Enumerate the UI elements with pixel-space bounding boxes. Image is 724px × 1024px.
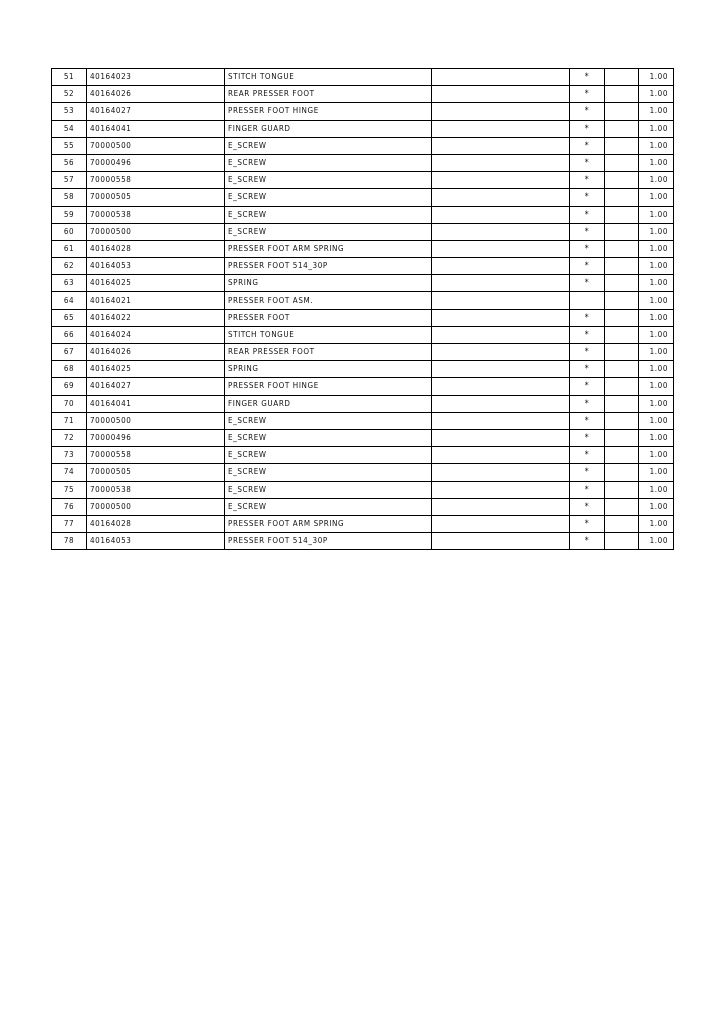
parts-list-table — [51, 68, 674, 550]
quantity-cell: 1.00 — [639, 326, 674, 343]
part-number-cell: 70000500 — [87, 137, 225, 154]
table-row — [52, 464, 674, 481]
mark-cell: * — [570, 206, 605, 223]
mark-cell: * — [570, 326, 605, 343]
description-cell: E_SCREW — [225, 481, 432, 498]
mark-cell: * — [570, 464, 605, 481]
remark-cell — [432, 412, 570, 429]
remark-cell — [432, 154, 570, 171]
blank-cell — [605, 137, 639, 154]
remark-cell — [432, 103, 570, 120]
item-number-cell: 74 — [52, 464, 87, 481]
table-row — [52, 120, 674, 137]
blank-cell — [605, 447, 639, 464]
description-cell: E_SCREW — [225, 206, 432, 223]
quantity-cell: 1.00 — [639, 240, 674, 257]
part-number-cell: 40164022 — [87, 309, 225, 326]
part-number-cell: 40164027 — [87, 103, 225, 120]
remark-cell — [432, 326, 570, 343]
item-number-cell: 55 — [52, 137, 87, 154]
mark-cell: * — [570, 412, 605, 429]
mark-cell: * — [570, 447, 605, 464]
mark-cell: * — [570, 120, 605, 137]
item-number-cell: 75 — [52, 481, 87, 498]
table-row — [52, 326, 674, 343]
table-row — [52, 429, 674, 446]
item-number-cell: 67 — [52, 344, 87, 361]
quantity-cell: 1.00 — [639, 137, 674, 154]
part-number-cell: 40164025 — [87, 361, 225, 378]
description-cell: REAR PRESSER FOOT — [225, 344, 432, 361]
part-number-cell: 70000500 — [87, 498, 225, 515]
mark-cell: * — [570, 258, 605, 275]
item-number-cell: 76 — [52, 498, 87, 515]
item-number-cell: 71 — [52, 412, 87, 429]
quantity-cell: 1.00 — [639, 172, 674, 189]
item-number-cell: 72 — [52, 429, 87, 446]
blank-cell — [605, 86, 639, 103]
quantity-cell: 1.00 — [639, 498, 674, 515]
description-cell: E_SCREW — [225, 412, 432, 429]
item-number-cell: 65 — [52, 309, 87, 326]
table-row — [52, 361, 674, 378]
remark-cell — [432, 223, 570, 240]
mark-cell — [570, 292, 605, 309]
remark-cell — [432, 515, 570, 532]
description-cell: PRESSER FOOT — [225, 309, 432, 326]
table-row — [52, 498, 674, 515]
part-number-cell: 40164027 — [87, 378, 225, 395]
quantity-cell: 1.00 — [639, 344, 674, 361]
description-cell: E_SCREW — [225, 498, 432, 515]
quantity-cell: 1.00 — [639, 103, 674, 120]
part-number-cell: 40164053 — [87, 533, 225, 550]
item-number-cell: 57 — [52, 172, 87, 189]
quantity-cell: 1.00 — [639, 154, 674, 171]
mark-cell: * — [570, 86, 605, 103]
table-row — [52, 447, 674, 464]
mark-cell: * — [570, 429, 605, 446]
remark-cell — [432, 189, 570, 206]
table-row — [52, 533, 674, 550]
item-number-cell: 59 — [52, 206, 87, 223]
mark-cell: * — [570, 154, 605, 171]
table-row — [52, 344, 674, 361]
item-number-cell: 68 — [52, 361, 87, 378]
quantity-cell: 1.00 — [639, 189, 674, 206]
blank-cell — [605, 344, 639, 361]
item-number-cell: 52 — [52, 86, 87, 103]
description-cell: SPRING — [225, 275, 432, 292]
part-number-cell: 70000505 — [87, 189, 225, 206]
item-number-cell: 78 — [52, 533, 87, 550]
blank-cell — [605, 378, 639, 395]
mark-cell: * — [570, 69, 605, 86]
description-cell: REAR PRESSER FOOT — [225, 86, 432, 103]
description-cell: PRESSER FOOT ARM SPRING — [225, 240, 432, 257]
part-number-cell: 40164026 — [87, 344, 225, 361]
part-number-cell: 70000500 — [87, 412, 225, 429]
blank-cell — [605, 120, 639, 137]
table-row — [52, 86, 674, 103]
remark-cell — [432, 275, 570, 292]
remark-cell — [432, 361, 570, 378]
table-row — [52, 206, 674, 223]
remark-cell — [432, 120, 570, 137]
blank-cell — [605, 206, 639, 223]
mark-cell: * — [570, 533, 605, 550]
quantity-cell: 1.00 — [639, 481, 674, 498]
description-cell: E_SCREW — [225, 172, 432, 189]
blank-cell — [605, 240, 639, 257]
item-number-cell: 69 — [52, 378, 87, 395]
description-cell: PRESSER FOOT ARM SPRING — [225, 515, 432, 532]
remark-cell — [432, 69, 570, 86]
table-row — [52, 515, 674, 532]
quantity-cell: 1.00 — [639, 292, 674, 309]
mark-cell: * — [570, 103, 605, 120]
remark-cell — [432, 481, 570, 498]
quantity-cell: 1.00 — [639, 515, 674, 532]
item-number-cell: 64 — [52, 292, 87, 309]
description-cell: E_SCREW — [225, 189, 432, 206]
table-row — [52, 240, 674, 257]
remark-cell — [432, 309, 570, 326]
item-number-cell: 73 — [52, 447, 87, 464]
quantity-cell: 1.00 — [639, 429, 674, 446]
table-row — [52, 412, 674, 429]
part-number-cell: 40164041 — [87, 120, 225, 137]
mark-cell: * — [570, 309, 605, 326]
blank-cell — [605, 292, 639, 309]
description-cell: E_SCREW — [225, 429, 432, 446]
blank-cell — [605, 154, 639, 171]
part-number-cell: 40164023 — [87, 69, 225, 86]
blank-cell — [605, 395, 639, 412]
quantity-cell: 1.00 — [639, 464, 674, 481]
description-cell: PRESSER FOOT 514_30P — [225, 258, 432, 275]
description-cell: PRESSER FOOT ASM. — [225, 292, 432, 309]
table-row — [52, 154, 674, 171]
description-cell: FINGER GUARD — [225, 120, 432, 137]
mark-cell: * — [570, 515, 605, 532]
item-number-cell: 53 — [52, 103, 87, 120]
remark-cell — [432, 172, 570, 189]
mark-cell: * — [570, 344, 605, 361]
quantity-cell: 1.00 — [639, 309, 674, 326]
remark-cell — [432, 447, 570, 464]
table-row — [52, 172, 674, 189]
mark-cell: * — [570, 378, 605, 395]
blank-cell — [605, 309, 639, 326]
mark-cell: * — [570, 137, 605, 154]
blank-cell — [605, 533, 639, 550]
remark-cell — [432, 137, 570, 154]
blank-cell — [605, 464, 639, 481]
quantity-cell: 1.00 — [639, 447, 674, 464]
blank-cell — [605, 326, 639, 343]
description-cell: E_SCREW — [225, 137, 432, 154]
remark-cell — [432, 292, 570, 309]
blank-cell — [605, 103, 639, 120]
item-number-cell: 51 — [52, 69, 87, 86]
description-cell: PRESSER FOOT HINGE — [225, 103, 432, 120]
description-cell: PRESSER FOOT 514_30P — [225, 533, 432, 550]
item-number-cell: 56 — [52, 154, 87, 171]
table-row — [52, 69, 674, 86]
quantity-cell: 1.00 — [639, 206, 674, 223]
remark-cell — [432, 240, 570, 257]
quantity-cell: 1.00 — [639, 86, 674, 103]
mark-cell: * — [570, 481, 605, 498]
mark-cell: * — [570, 172, 605, 189]
quantity-cell: 1.00 — [639, 69, 674, 86]
blank-cell — [605, 258, 639, 275]
part-number-cell: 40164024 — [87, 326, 225, 343]
description-cell: E_SCREW — [225, 154, 432, 171]
quantity-cell: 1.00 — [639, 395, 674, 412]
part-number-cell: 70000505 — [87, 464, 225, 481]
blank-cell — [605, 481, 639, 498]
table-row — [52, 309, 674, 326]
item-number-cell: 66 — [52, 326, 87, 343]
item-number-cell: 61 — [52, 240, 87, 257]
mark-cell: * — [570, 223, 605, 240]
parts-table-body — [52, 69, 674, 550]
quantity-cell: 1.00 — [639, 412, 674, 429]
table-row — [52, 223, 674, 240]
quantity-cell: 1.00 — [639, 533, 674, 550]
blank-cell — [605, 223, 639, 240]
remark-cell — [432, 206, 570, 223]
remark-cell — [432, 498, 570, 515]
mark-cell: * — [570, 240, 605, 257]
blank-cell — [605, 189, 639, 206]
item-number-cell: 54 — [52, 120, 87, 137]
mark-cell: * — [570, 395, 605, 412]
blank-cell — [605, 172, 639, 189]
table-row — [52, 292, 674, 309]
part-number-cell: 70000496 — [87, 429, 225, 446]
part-number-cell: 70000558 — [87, 447, 225, 464]
table-row — [52, 258, 674, 275]
item-number-cell: 70 — [52, 395, 87, 412]
item-number-cell: 60 — [52, 223, 87, 240]
remark-cell — [432, 395, 570, 412]
blank-cell — [605, 361, 639, 378]
part-number-cell: 70000538 — [87, 206, 225, 223]
mark-cell: * — [570, 275, 605, 292]
description-cell: PRESSER FOOT HINGE — [225, 378, 432, 395]
item-number-cell: 58 — [52, 189, 87, 206]
part-number-cell: 70000496 — [87, 154, 225, 171]
blank-cell — [605, 498, 639, 515]
table-row — [52, 137, 674, 154]
item-number-cell: 77 — [52, 515, 87, 532]
table-row — [52, 481, 674, 498]
quantity-cell: 1.00 — [639, 258, 674, 275]
item-number-cell: 63 — [52, 275, 87, 292]
remark-cell — [432, 464, 570, 481]
remark-cell — [432, 378, 570, 395]
description-cell: E_SCREW — [225, 464, 432, 481]
mark-cell: * — [570, 189, 605, 206]
quantity-cell: 1.00 — [639, 120, 674, 137]
part-number-cell: 40164026 — [87, 86, 225, 103]
remark-cell — [432, 86, 570, 103]
blank-cell — [605, 275, 639, 292]
mark-cell: * — [570, 361, 605, 378]
part-number-cell: 40164053 — [87, 258, 225, 275]
description-cell: STITCH TONGUE — [225, 326, 432, 343]
blank-cell — [605, 412, 639, 429]
quantity-cell: 1.00 — [639, 378, 674, 395]
description-cell: E_SCREW — [225, 223, 432, 240]
description-cell: E_SCREW — [225, 447, 432, 464]
blank-cell — [605, 69, 639, 86]
table-row — [52, 378, 674, 395]
part-number-cell: 70000500 — [87, 223, 225, 240]
part-number-cell: 70000538 — [87, 481, 225, 498]
remark-cell — [432, 533, 570, 550]
remark-cell — [432, 258, 570, 275]
description-cell: FINGER GUARD — [225, 395, 432, 412]
item-number-cell: 62 — [52, 258, 87, 275]
part-number-cell: 70000558 — [87, 172, 225, 189]
quantity-cell: 1.00 — [639, 275, 674, 292]
quantity-cell: 1.00 — [639, 223, 674, 240]
part-number-cell: 40164028 — [87, 240, 225, 257]
table-row — [52, 103, 674, 120]
description-cell: SPRING — [225, 361, 432, 378]
table-row — [52, 189, 674, 206]
part-number-cell: 40164041 — [87, 395, 225, 412]
part-number-cell: 40164025 — [87, 275, 225, 292]
remark-cell — [432, 344, 570, 361]
table-row — [52, 275, 674, 292]
blank-cell — [605, 515, 639, 532]
description-cell: STITCH TONGUE — [225, 69, 432, 86]
part-number-cell: 40164028 — [87, 515, 225, 532]
quantity-cell: 1.00 — [639, 361, 674, 378]
blank-cell — [605, 429, 639, 446]
part-number-cell: 40164021 — [87, 292, 225, 309]
table-row — [52, 395, 674, 412]
mark-cell: * — [570, 498, 605, 515]
remark-cell — [432, 429, 570, 446]
